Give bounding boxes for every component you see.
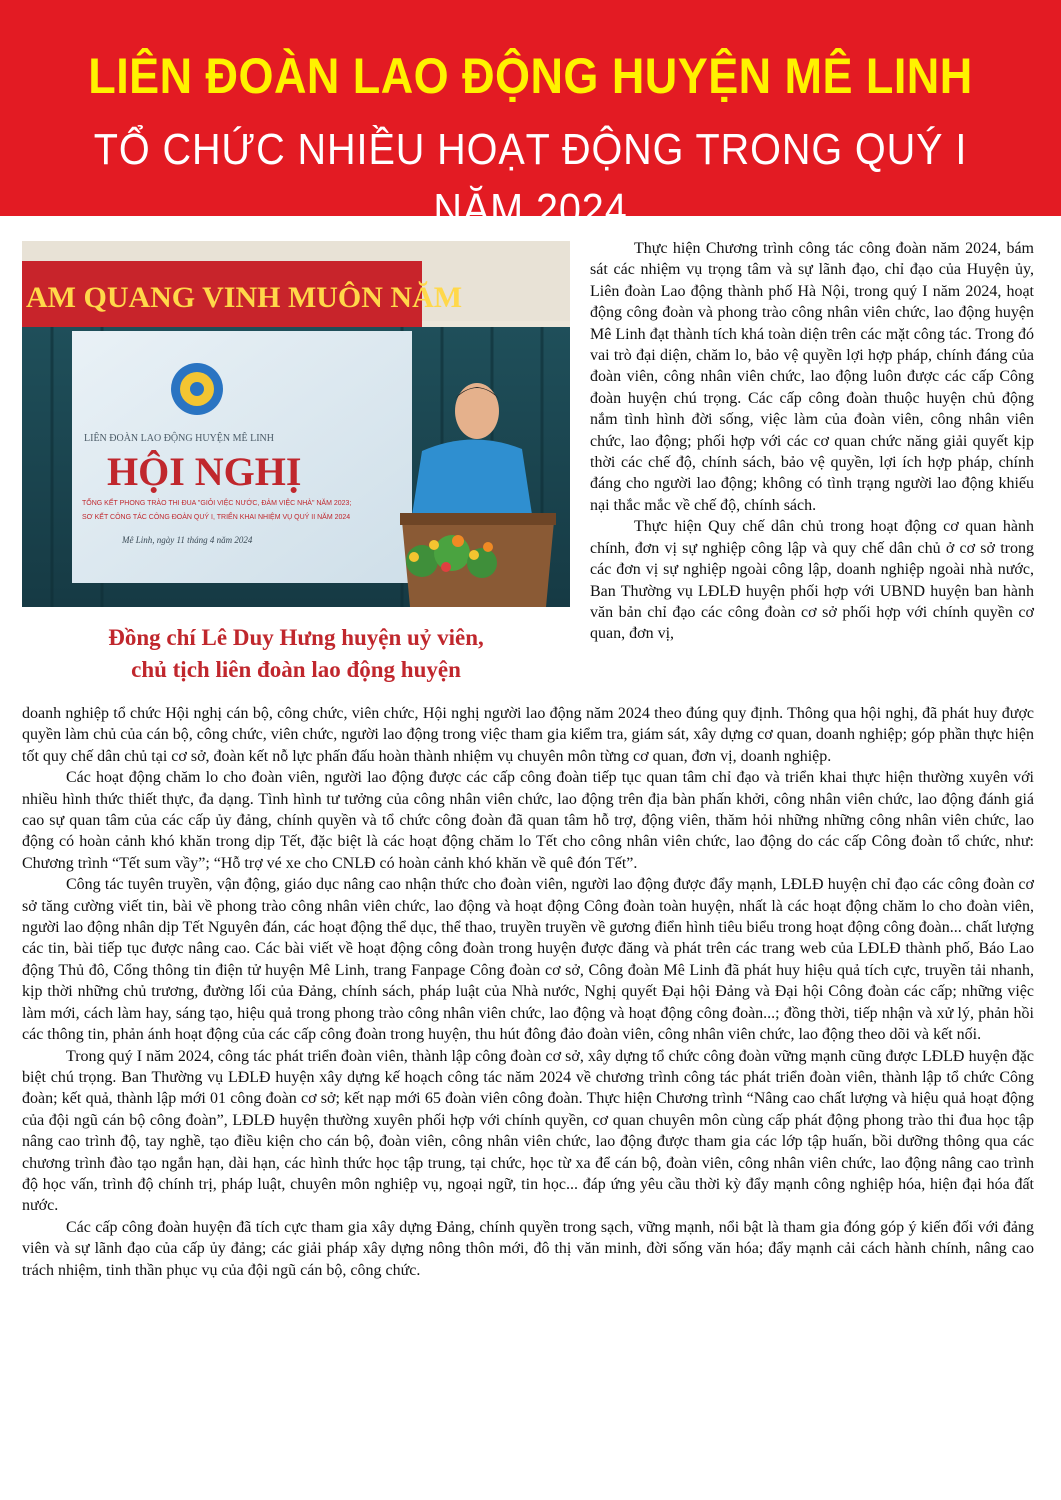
screen-event-line2: SƠ KẾT CÔNG TÁC CÔNG ĐOÀN QUÝ I, TRIỂN KHAI NHIỆM VỤ QUÝ II NĂM 2024 — [82, 514, 351, 521]
article-paragraph-3: Các hoạt động chăm lo cho đoàn viên, người lao động được các cấp công đoàn tiếp tục quan tâm chỉ đạo và triển khai thực hiện thường xuyên với nhiều hình thức thiết thực, đa dạng. Tình hình tư tưởng của công nhân viên chức, lao động trên địa bàn phấn khởi, công nhân viên chức, lao động đánh giá cao sự quan tâm của các cấp ủy đảng, chính quyền và tổ chức công đoàn đã quan tâm hỗ trợ, động viên, thăm hỏi những những công nhân viên chức, lao động có hoàn cảnh khó khăn trong dịp Tết, đặc biệt là các hoạt động chăm lo Tết cho công nhân viên chức, lao động do các cấp Công đoàn tổ chức, như: Chương trình “Tết sum vầy”; “Hỗ trợ vé xe cho CNLĐ có hoàn cảnh khó khăn về quê đón Tết”. — [22, 769, 1034, 872]
article-paragraph-6: Các cấp công đoàn huyện đã tích cực tham gia xây dựng Đảng, chính quyền trong sạch, vững mạnh, nổi bật là tham gia đóng góp ý kiến đối với đảng viên và sự lãnh đạo của cấp ủy đảng; các giải pháp xây dựng nông thôn mới, đô thị văn minh, đời sống văn hóa; đẩy mạnh cải cách hành chính, nâng cao trách nhiệm, tinh thần phục vụ của đội ngũ cán bộ, công chức. — [22, 1218, 1034, 1279]
caption-line-2: chủ tịch liên đoàn lao động huyện — [131, 657, 461, 682]
screen-org-line: LIÊN ĐOÀN LAO ĐỘNG HUYỆN MÊ LINH — [84, 433, 274, 444]
union-logo-icon — [171, 363, 223, 415]
article-paragraph-5: Trong quý I năm 2024, công tác phát triển đoàn viên, thành lập công đoàn cơ sở, xây dựng tổ chức công đoàn vững mạnh cũng được LĐLĐ huyện đặc biệt chú trọng. Ban Thường vụ LĐLĐ huyện xây dựng kế hoạch công tác năm 2024 về chương trình công tác phát triển đoàn viên, thành lập tổ chức Công đoàn; kết quả, thành lập mới 01 công đoàn cơ sở; kết nạp mới 65 đoàn viên công đoàn. Thực hiện Chương trình “Nâng cao chất lượng và hiệu quả hoạt động của đội ngũ cán bộ công đoàn”, LĐLĐ huyện thường xuyên phối hợp với chính quyền, cơ quan chuyên môn cùng cấp phát động phong trào thi đua học tập nâng cao trình độ, tay nghề, tạo điều kiện cho cán bộ, đoàn viên, công nhân viên chức, lao động được tham gia các lớp tập huấn, bồi dưỡng thông qua các chương trình đào tạo ngắn hạn, dài hạn, các hình thức học tập trung, tại chức, học từ xa để cán bộ, đoàn viên, công nhân viên chức, lao động nâng cao trình độ học vấn, trình độ chính trị, pháp luật, chuyên môn nghiệp vụ, ngoại ngữ, tin học... đáp ứng yêu cầu thời kỳ đẩy mạnh công nghiệp hóa, hiện đại hóa đất nước. — [22, 1047, 1034, 1215]
caption-line-1: Đồng chí Lê Duy Hưng huyện uỷ viên, — [108, 625, 484, 650]
photo-caption — [22, 622, 570, 686]
article-paragraph-1: Thực hiện Chương trình công tác công đoàn năm 2024, bám sát các nhiệm vụ trọng tâm và sự lãnh đạo, chỉ đạo của Huyện ủy, Liên đoàn Lao động thành phố Hà Nội, trong quý I năm 2024, hoạt động công đoàn và phong trào công nhân viên chức, lao động huyện Mê Linh đạt thành tích khá toàn diện trên các mặt công tác. Trong đó vai trò đại diện, chăm lo, bảo vệ quyền lợi hợp pháp, chính đáng của đoàn viên, công nhân viên chức, lao động luôn được các cấp Công đoàn huyện chú trọng. Các cấp công đoàn thuộc huyện chủ động nắm tình hình đời sống, việc làm của đoàn viên, công nhân viên chức, lao động; phối hợp với các cơ quan chức năng giải quyết kịp thời các chế độ, chính sách, bảo vệ quyền, lợi ích hợp pháp, chính đáng cho người lao động; không có tình trạng người lao động khiếu nại thắc mắc về chế độ, chính sách. — [590, 240, 1034, 514]
screen-date-line: Mê Linh, ngày 11 tháng 4 năm 2024 — [122, 535, 253, 545]
article-paragraph-4: Công tác tuyên truyền, vận động, giáo dục nâng cao nhận thức cho đoàn viên, người lao động được đẩy mạnh, LĐLĐ huyện chỉ đạo các công đoàn cơ sở tăng cường viết tin, bài về phong trào công nhân viên chức, lao động và hoạt động Công đoàn toàn huyện, nhất là các hoạt động chăm lo cho đoàn viên, người lao động nhân dịp Tết Nguyên đán, các hoạt động thể dục, thể thao, truyền truyền về gương điển hình tiêu biểu trong hoạt động công đoàn... chất lượng các tin, bài tiếp tục được nâng cao. Các bài viết về hoạt động công đoàn trong huyện được đăng và phát trên các trang web của LĐLĐ thành phố, Báo Lao động Thủ đô, Cổng thông tin điện tử huyện Mê Linh, trang Fanpage Công đoàn cơ sở, Công đoàn Mê Linh đã phát huy hiệu quả tích cực, truyền tải nhanh, kịp thời những chủ trương, đường lối của Đảng, chính sách, pháp luật của Nhà nước, Nghị quyết Đại hội Đảng và Đại hội Công đoàn các cấp; những việc làm mới, cách làm hay, sáng tạo, hiệu quả trong phong trào công nhân viên chức, lao động và hoạt động công đoàn...; đồng thời, tiếp nhận và xử lý, phản hồi các thông tin, phản ánh hoạt động của các cấp công đoàn trong huyện, thu hút đông đảo đoàn viên, công nhân viên chức, lao động theo dõi và kết nối. — [22, 876, 1034, 1044]
screen-event-line1: TỔNG KẾT PHONG TRÀO THI ĐUA "GIỎI VIỆC NƯỚC, ĐẢM VIỆC NHÀ" NĂM 2023; — [82, 500, 352, 507]
header-banner — [0, 0, 1061, 234]
article-right-column — [590, 238, 1034, 645]
screen-event-title: HỘI NGHỊ — [107, 449, 302, 494]
headline-subtitle: TỔ CHỨC NHIỀU HOẠT ĐỘNG TRONG QUÝ I NĂM 2024 — [93, 125, 968, 234]
article-paragraph-2-end: doanh nghiệp tổ chức Hội nghị cán bộ, công chức, viên chức, Hội nghị người lao động năm 2024 theo đúng quy định. Thông qua hội nghị, đã phát huy được quyền làm chủ của cán bộ, công chức, viên chức, người lao động trong việc tham gia kiểm tra, giám sát, xây dựng cơ quan, doanh nghiệp; góp phần thực hiện tốt quy chế dân chủ tại cơ sở, đoàn kết nỗ lực phấn đấu hoàn thành nhiệm vụ chuyên môn từng cơ quan, đơn vị, doanh nghiệp. — [22, 705, 1034, 765]
headline-title: LIÊN ĐOÀN LAO ĐỘNG HUYỆN MÊ LINH — [88, 48, 973, 104]
event-photo — [22, 241, 570, 607]
article-full-width — [22, 703, 1034, 1281]
slogan-text: AM QUANG VINH MUÔN NĂM — [26, 281, 463, 314]
article-paragraph-2-start: Thực hiện Quy chế dân chủ trong hoạt động cơ quan hành chính, đơn vị sự nghiệp công lập và quy chế dân chủ ở cơ sở trong các đơn vị sự nghiệp ngoài công lập, doanh nghiệp ngoài nhà nước, Ban Thường vụ LĐLĐ huyện phối hợp với UBND huyện ban hành văn bản chỉ đạo các công đoàn cơ sở phối hợp với chính quyền cơ quan, đơn vị, — [590, 518, 1034, 643]
